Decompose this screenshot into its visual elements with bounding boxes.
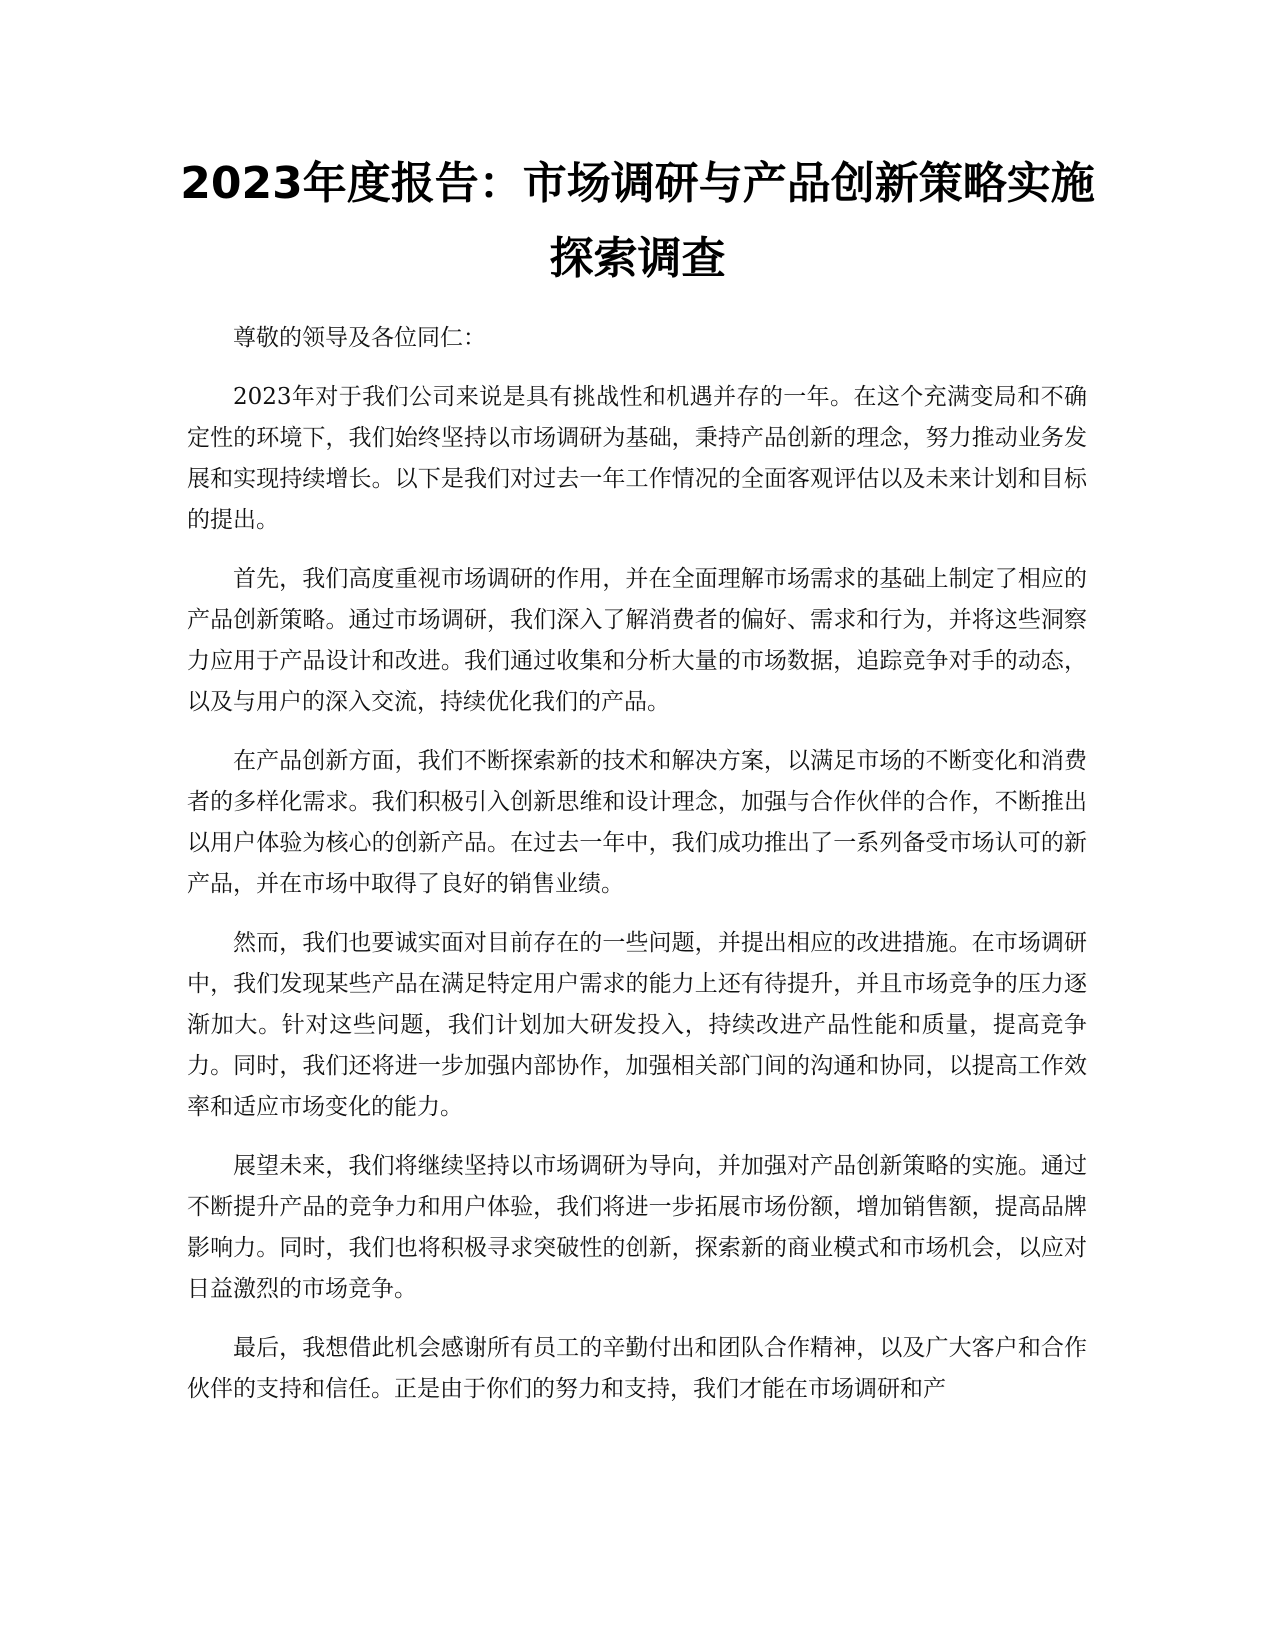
paragraph-thanks: 最后，我想借此机会感谢所有员工的辛勤付出和团队合作精神，以及广大客户和合作伙伴的支持和信任。正是由于你们的努力和支持，我们才能在市场调研和产 <box>187 1335 1087 1402</box>
paragraph-outlook: 展望未来，我们将继续坚持以市场调研为导向，并加强对产品创新策略的实施。通过不断提升产品的竞争力和用户体验，我们将进一步拓展市场份额，增加销售额，提高品牌影响力。同时，我们也将积极寻求突破性的创新，探索新的商业模式和市场机会，以应对日益激烈的市场竞争。 <box>187 1153 1087 1302</box>
document-body <box>187 318 1087 1428</box>
paragraph-intro: 2023年对于我们公司来说是具有挑战性和机遇并存的一年。在这个充满变局和不确定性的环境下，我们始终坚持以市场调研为基础，秉持产品创新的理念，努力推动业务发展和实现持续增长。以下是我们对过去一年工作情况的全面客观评估以及未来计划和目标的提出。 <box>187 384 1087 533</box>
paragraph-issues: 然而，我们也要诚实面对目前存在的一些问题，并提出相应的改进措施。在市场调研中，我们发现某些产品在满足特定用户需求的能力上还有待提升，并且市场竞争的压力逐渐加大。针对这些问题，我们计划加大研发投入，持续改进产品性能和质量，提高竞争力。同时，我们还将进一步加强内部协作，加强相关部门间的沟通和协同，以提高工作效率和适应市场变化的能力。 <box>187 930 1087 1120</box>
paragraph-salutation: 尊敬的领导及各位同仁： <box>233 325 486 351</box>
document-title: 2023年度报告：市场调研与产品创新策略实施探索调查 <box>180 158 1095 284</box>
paragraph-market-research: 首先，我们高度重视市场调研的作用，并在全面理解市场需求的基础上制定了相应的产品创新策略。通过市场调研，我们深入了解消费者的偏好、需求和行为，并将这些洞察力应用于产品设计和改进。我们通过收集和分析大量的市场数据，追踪竞争对手的动态，以及与用户的深入交流，持续优化我们的产品。 <box>187 566 1087 715</box>
paragraph-product-innovation: 在产品创新方面，我们不断探索新的技术和解决方案，以满足市场的不断变化和消费者的多样化需求。我们积极引入创新思维和设计理念，加强与合作伙伴的合作，不断推出以用户体验为核心的创新产品。在过去一年中，我们成功推出了一系列备受市场认可的新产品，并在市场中取得了良好的销售业绩。 <box>187 748 1087 897</box>
